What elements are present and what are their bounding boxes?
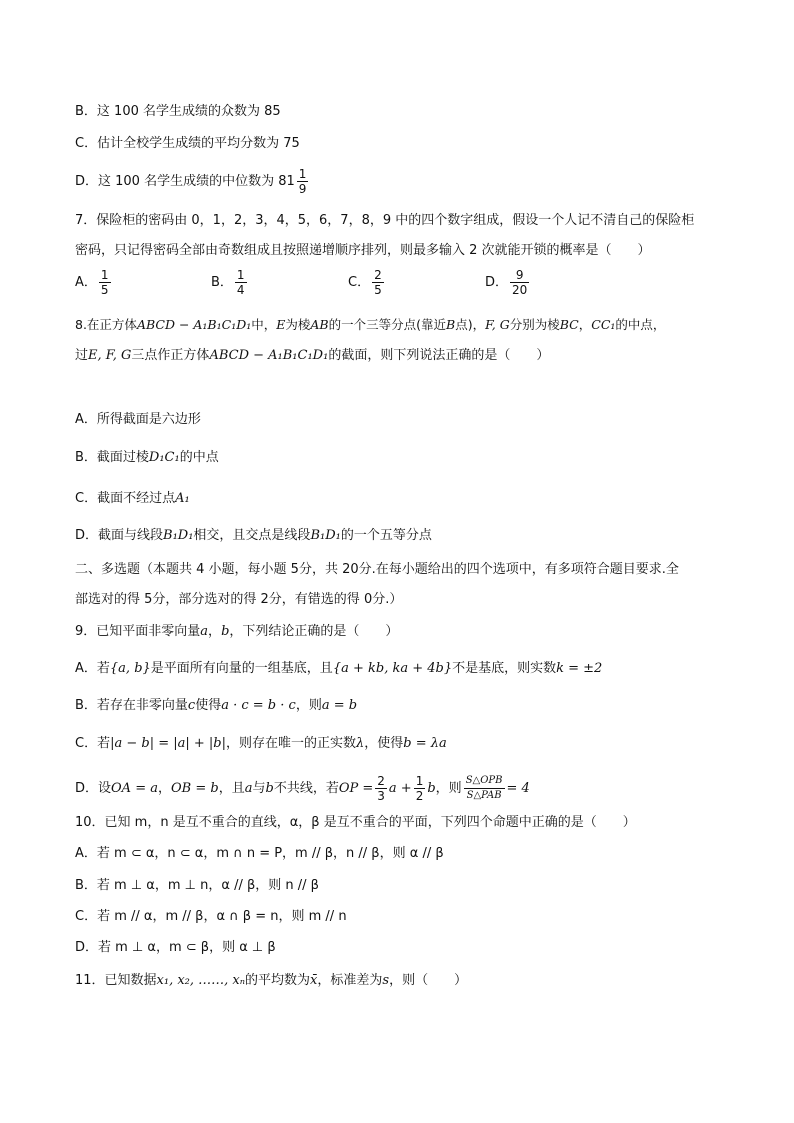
q8-option-c: C．截面不经过点A₁ [75,491,190,506]
q8-option-d: D．截面与线段B₁D₁相交，且交点是线段B₁D₁的一个五等分点 [75,528,432,543]
q8-stem-line2: 过E, F, G三点作正方体ABCD − A₁B₁C₁D₁的截面，则下列说法正确的是（ ） [75,348,550,363]
q6-option-d [75,167,310,196]
q8-option-a: A．所得截面是六边形 [75,412,201,427]
q10-stem: 10．已知 m，n 是互不重合的直线，α，β 是互不重合的平面，下列四个命题中正确的是（ ） [75,815,636,830]
q7-option-b: B． $\frac{1}{4}$ [211,268,245,297]
q9-option-b: B．若存在非零向量c使得a · c = b · c，则a = b [75,698,358,713]
q7-stem-line2: 密码，只记得密码全部由奇数组成且按照递增顺序排列，则最多输入 2 次就能开锁的概率是（ ） [75,243,651,258]
q6-option-d-text: D．这 100 名学生成绩的中位数为 81 [75,174,295,189]
fraction: $\frac{1}{9}$ [298,167,307,196]
q6-option-b: B．这 100 名学生成绩的众数为 85 [75,104,281,119]
q8-stem-line1: 8.在正方体ABCD − A₁B₁C₁D₁中，E为棱AB的一个三等分点(靠近B点)，F, G分别为棱BC，CC₁的中点， [75,317,666,332]
q10-option-c: C．若 m // α，m // β，α ∩ β = n，则 m // n [75,909,347,924]
q9-option-a: A．若{a, b}是平面所有向量的一组基底，且{a + kb, ka + 4b}不是基底，则实数k = ±2 [75,661,603,676]
q6-option-c: C．估计全校学生成绩的平均分数为 75 [75,136,300,151]
q10-option-a: A．若 m ⊂ α，n ⊂ α，m ∩ n = P，m // β，n // β，则 α // β [75,846,444,861]
q9-option-d: D．设OA = a，OB = b，且a与b不共线，若OP = $\frac{2}{3}$ a + $\frac{1}{2}$ b，则 $\frac{\text{S△OPB}}{\text{S△PAB}}$ = 4 [75,774,530,803]
q9-option-c: C．若|a − b| = |a| + |b|，则存在唯一的正实数λ，使得b = λa [75,736,447,751]
q7-option-c: C． $\frac{2}{5}$ [348,268,382,297]
section-heading-line2: 部选对的得 5分，部分选对的得 2分，有错选的得 0分.） [75,592,403,607]
q10-option-d: D．若 m ⊥ α，m ⊂ β，则 α ⊥ β [75,940,276,955]
q9-stem: 9．已知平面非零向量a，b，下列结论正确的是（ ） [75,624,399,639]
q10-option-b: B．若 m ⊥ α，m ⊥ n，α // β，则 n // β [75,878,319,893]
q11-stem: 11．已知数据x₁, x₂, ……, xₙ的平均数为x̄，标准差为s，则（ ） [75,973,468,988]
q7-option-a: A． $\frac{1}{5}$ [75,268,109,297]
q7-stem-line1: 7．保险柜的密码由 0，1，2，3，4，5，6，7，8，9 中的四个数字组成，假设一个人记不清自己的保险柜 [75,213,695,228]
q8-option-b: B．截面过棱D₁C₁的中点 [75,450,219,465]
q7-option-d: D． $\frac{9}{20}$ [485,268,528,297]
section-heading-line1: 二、多选题（本题共 4 小题，每小题 5分，共 20分.在每小题给出的四个选项中，有多项符合题目要求.全 [75,562,679,577]
